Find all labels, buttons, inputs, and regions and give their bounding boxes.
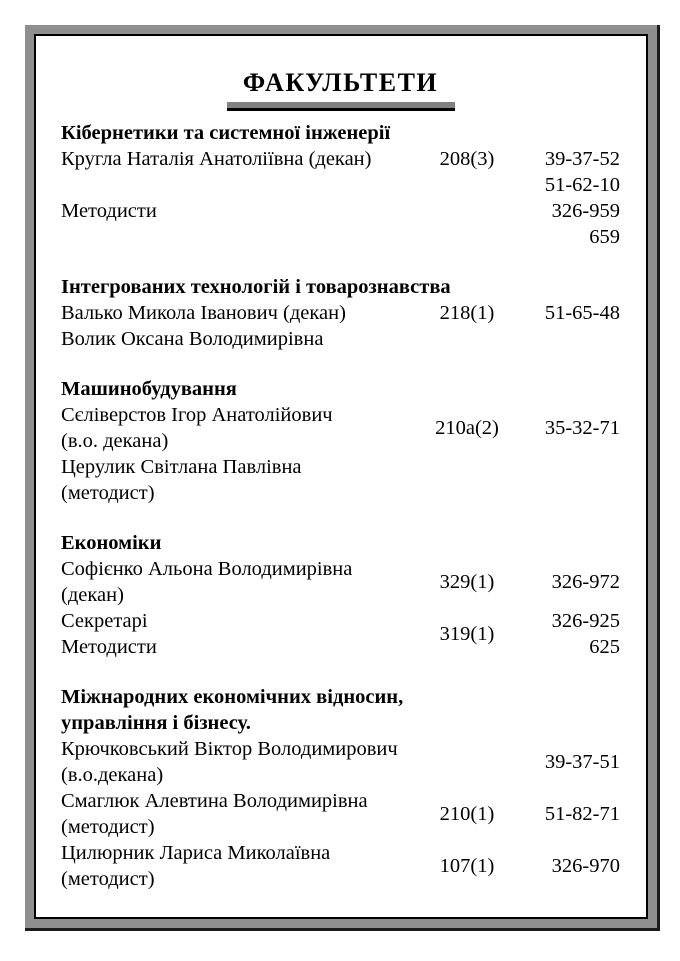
person-name [61,300,421,326]
page-title: ФАКУЛЬТЕТИ [242,68,439,97]
phone-number-line: 659 [589,226,620,248]
faculty-section-title [61,684,620,736]
faculty-section-title [61,274,620,300]
phone-numbers [513,608,620,660]
person-name-line: Секретарі [61,610,148,632]
table-row [61,300,620,326]
phone-number-line: 326-925 [551,610,620,632]
person-name-line: (в.о. декана) [61,430,169,452]
person-name [61,736,421,788]
section-title-line: Машинобудування [61,378,237,400]
phone-numbers [513,172,620,198]
person-name-line: Сєліверстов Ігор Анатолійович [61,404,333,426]
phone-number-line: 39-37-51 [544,751,620,773]
faculty-section [61,376,620,506]
table-row [61,198,620,224]
phone-numbers [513,749,620,775]
title-underline-bar [227,102,455,111]
person-name [61,788,421,840]
phone-numbers [513,224,620,250]
table-row [61,788,620,840]
person-name [61,146,421,172]
person-name [61,556,421,608]
phone-number-line: 625 [589,636,620,658]
person-name-line: Церулик Світлана Павлівна [61,456,302,478]
phone-numbers [513,853,620,879]
room-number: 210а(2) [435,417,499,439]
section-title-line: Кібернетики та системної інженерії [61,122,391,144]
room-number: 107(1) [439,855,495,877]
person-name-line: (методист) [61,868,155,890]
table-row [61,556,620,608]
table-row [61,608,620,660]
person-name-line: Софієнко Альона Володимирівна [61,558,353,580]
faculty-section [61,684,620,892]
person-name-line: Методисти [61,636,157,658]
section-title-line: Інтегрованих технологій і товарознавства [61,276,451,298]
faculty-section-title [61,120,620,146]
faculty-section [61,274,620,352]
phone-number-line: 326-970 [551,855,620,877]
page-content [34,34,648,919]
table-row [61,454,620,506]
phone-number-line: 51-62-10 [544,174,620,196]
section-title-line: управління і бізнесу. [61,712,251,734]
table-row [61,172,620,198]
faculty-section-title [61,530,620,556]
room-number: 210(1) [439,803,495,825]
person-name-line: Кругла Наталія Анатоліївна (декан) [61,148,372,170]
person-name [61,402,421,454]
phone-number-line: 35-32-71 [544,417,620,439]
faculty-sections [61,120,620,892]
phone-number-line: 326-972 [551,571,620,593]
person-name-line: Волик Оксана Володимирівна [61,328,324,350]
phone-numbers [513,300,620,326]
phone-number-line: 51-65-48 [544,302,620,324]
phone-number-line: 326-959 [551,200,620,222]
person-name-line: Крючковський Віктор Володимирович [61,738,398,760]
person-name-line: Валько Микола Іванович (декан) [61,302,346,324]
faculty-section [61,120,620,250]
person-name [61,840,421,892]
table-row [61,326,620,352]
person-name-line: Методисти [61,200,157,222]
phone-numbers [513,415,620,441]
phone-numbers [513,198,620,224]
person-name [61,608,421,660]
person-name-line: Смаглюк Алевтина Володимирівна [61,790,368,812]
person-name-line: (методист) [61,482,155,504]
phone-number-line: 39-37-52 [544,148,620,170]
phone-numbers [513,569,620,595]
section-title-line: Економіки [61,532,162,554]
person-name-line: Цилюрник Лариса Миколаївна [61,842,331,864]
table-row [61,840,620,892]
person-name-line: (декан) [61,584,124,606]
room-number: 329(1) [439,571,495,593]
table-row [61,736,620,788]
room-number: 218(1) [439,302,495,324]
person-name-line: (методист) [61,816,155,838]
room-number: 319(1) [439,623,495,645]
table-row [61,402,620,454]
person-name [61,198,421,224]
faculty-section-title [61,376,620,402]
phone-numbers [513,146,620,172]
phone-numbers [513,801,620,827]
faculty-section [61,530,620,660]
table-row [61,224,620,250]
person-name [61,326,421,352]
person-name [61,454,421,506]
table-row [61,146,620,172]
phone-number-line: 51-82-71 [544,803,620,825]
page-border-frame [25,25,660,931]
section-title-line: Міжнародних економічних відносин, [61,686,404,708]
person-name-line: (в.о.декана) [61,764,164,786]
room-number: 208(3) [439,148,495,170]
